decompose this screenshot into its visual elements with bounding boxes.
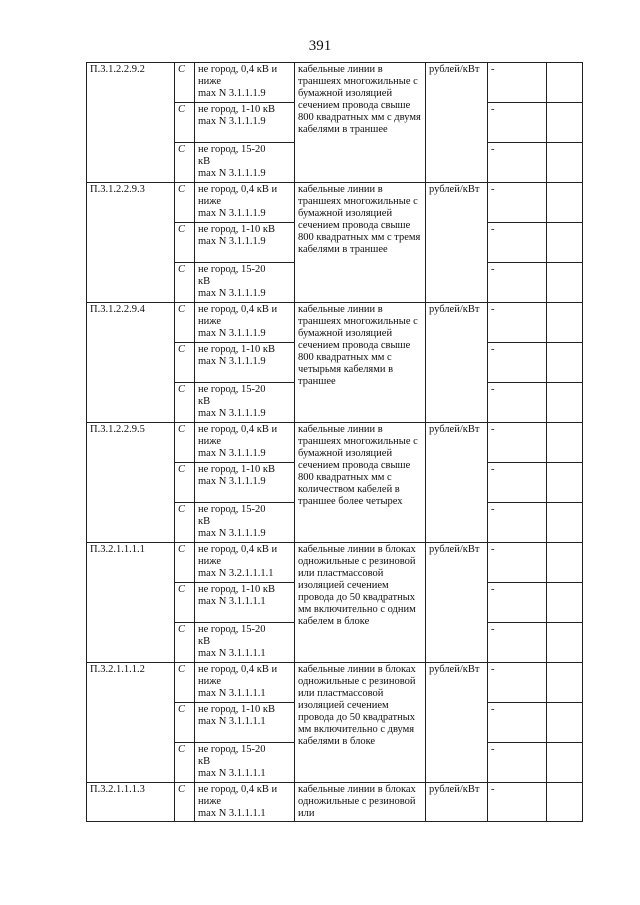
empty-cell — [547, 223, 583, 263]
condition-cell: не город, 15-20 кВ max N 3.1.1.1.9 — [195, 503, 295, 543]
condition-cell: не город, 15-20 кВ max N 3.1.1.1.1 — [195, 623, 295, 663]
tariff-table — [86, 62, 583, 822]
description-cell: кабельные линии в траншеях многожильные с бумажной изоляцией сечением провода свыше 800 квадратных мм с двумя кабелями в траншее — [295, 63, 426, 183]
unit-cell: рублей/кВт — [426, 423, 488, 543]
value-cell: - — [488, 383, 547, 423]
unit-cell: рублей/кВт — [426, 303, 488, 423]
empty-cell — [547, 183, 583, 223]
unit-cell: рублей/кВт — [426, 543, 488, 663]
unit-cell: рублей/кВт — [426, 663, 488, 783]
condition-cell: не город, 0,4 кВ и ниже max N 3.1.1.1.9 — [195, 63, 295, 103]
value-cell: - — [488, 223, 547, 263]
unit-cell: рублей/кВт — [426, 783, 488, 822]
condition-cell: не город, 0,4 кВ и ниже max N 3.1.1.1.1 — [195, 783, 295, 822]
empty-cell — [547, 343, 583, 383]
class-cell: С — [175, 703, 195, 743]
description-cell: кабельные линии в блоках одножильные с резиновой или пластмассовой изоляцией сечением провода до 50 квадратных мм включительно с двумя кабелями в блоке — [295, 663, 426, 783]
condition-cell: не город, 0,4 кВ и ниже max N 3.1.1.1.9 — [195, 303, 295, 343]
table-row — [87, 183, 583, 223]
condition-cell: не город, 1-10 кВ max N 3.1.1.1.1 — [195, 583, 295, 623]
empty-cell — [547, 143, 583, 183]
class-cell: С — [175, 223, 195, 263]
value-cell: - — [488, 303, 547, 343]
table-row — [87, 423, 583, 463]
item-code-cell: П.3.1.2.2.9.5 — [87, 423, 175, 543]
class-cell: С — [175, 783, 195, 822]
table-row — [87, 303, 583, 343]
item-code-cell: П.3.2.1.1.1.3 — [87, 783, 175, 822]
description-cell: кабельные линии в траншеях многожильные с бумажной изоляцией сечением провода свыше 800 квадратных мм с тремя кабелями в траншее — [295, 183, 426, 303]
condition-cell: не город, 15-20 кВ max N 3.1.1.1.9 — [195, 143, 295, 183]
condition-cell: не город, 1-10 кВ max N 3.1.1.1.1 — [195, 703, 295, 743]
description-cell: кабельные линии в блоках одножильные с резиновой или — [295, 783, 426, 822]
item-code-cell: П.3.1.2.2.9.2 — [87, 63, 175, 183]
condition-cell: не город, 15-20 кВ max N 3.1.1.1.9 — [195, 383, 295, 423]
value-cell: - — [488, 623, 547, 663]
empty-cell — [547, 663, 583, 703]
empty-cell — [547, 703, 583, 743]
value-cell: - — [488, 103, 547, 143]
class-cell: С — [175, 503, 195, 543]
value-cell: - — [488, 743, 547, 783]
unit-cell: рублей/кВт — [426, 63, 488, 183]
item-code-cell: П.3.2.1.1.1.1 — [87, 543, 175, 663]
value-cell: - — [488, 143, 547, 183]
class-cell: С — [175, 303, 195, 343]
class-cell: С — [175, 183, 195, 223]
value-cell: - — [488, 583, 547, 623]
empty-cell — [547, 463, 583, 503]
value-cell: - — [488, 63, 547, 103]
class-cell: С — [175, 663, 195, 703]
condition-cell: не город, 1-10 кВ max N 3.1.1.1.9 — [195, 103, 295, 143]
value-cell: - — [488, 343, 547, 383]
value-cell: - — [488, 263, 547, 303]
class-cell: С — [175, 423, 195, 463]
empty-cell — [547, 543, 583, 583]
value-cell: - — [488, 783, 547, 822]
description-cell: кабельные линии в траншеях многожильные с бумажной изоляцией сечением провода свыше 800 квадратных мм с количеством кабелей в траншее более четырех — [295, 423, 426, 543]
table-row — [87, 543, 583, 583]
empty-cell — [547, 503, 583, 543]
empty-cell — [547, 623, 583, 663]
class-cell: С — [175, 343, 195, 383]
value-cell: - — [488, 703, 547, 743]
condition-cell: не город, 1-10 кВ max N 3.1.1.1.9 — [195, 223, 295, 263]
page-number: 391 — [308, 38, 332, 54]
empty-cell — [547, 303, 583, 343]
item-code-cell: П.3.1.2.2.9.3 — [87, 183, 175, 303]
description-cell: кабельные линии в траншеях многожильные с бумажной изоляцией сечением провода свыше 800 квадратных мм с четырьмя кабелями в траншее — [295, 303, 426, 423]
empty-cell — [547, 743, 583, 783]
item-code-cell: П.3.2.1.1.1.2 — [87, 663, 175, 783]
value-cell: - — [488, 503, 547, 543]
value-cell: - — [488, 463, 547, 503]
value-cell: - — [488, 543, 547, 583]
value-cell: - — [488, 423, 547, 463]
class-cell: С — [175, 463, 195, 503]
empty-cell — [547, 103, 583, 143]
class-cell: С — [175, 143, 195, 183]
value-cell: - — [488, 663, 547, 703]
table-row — [87, 63, 583, 103]
empty-cell — [547, 423, 583, 463]
item-code-cell: П.3.1.2.2.9.4 — [87, 303, 175, 423]
class-cell: С — [175, 103, 195, 143]
condition-cell: не город, 1-10 кВ max N 3.1.1.1.9 — [195, 343, 295, 383]
table-row — [87, 663, 583, 703]
empty-cell — [547, 383, 583, 423]
tariff-table-body — [87, 63, 583, 822]
class-cell: С — [175, 263, 195, 303]
empty-cell — [547, 783, 583, 822]
condition-cell: не город, 1-10 кВ max N 3.1.1.1.9 — [195, 463, 295, 503]
condition-cell: не город, 0,4 кВ и ниже max N 3.1.1.1.1 — [195, 663, 295, 703]
empty-cell — [547, 63, 583, 103]
class-cell: С — [175, 63, 195, 103]
empty-cell — [547, 583, 583, 623]
class-cell: С — [175, 543, 195, 583]
condition-cell: не город, 15-20 кВ max N 3.1.1.1.1 — [195, 743, 295, 783]
condition-cell: не город, 0,4 кВ и ниже max N 3.1.1.1.9 — [195, 423, 295, 463]
empty-cell — [547, 263, 583, 303]
condition-cell: не город, 0,4 кВ и ниже max N 3.1.1.1.9 — [195, 183, 295, 223]
class-cell: С — [175, 623, 195, 663]
class-cell: С — [175, 383, 195, 423]
unit-cell: рублей/кВт — [426, 183, 488, 303]
value-cell: - — [488, 183, 547, 223]
condition-cell: не город, 0,4 кВ и ниже max N 3.2.1.1.1.1 — [195, 543, 295, 583]
condition-cell: не город, 15-20 кВ max N 3.1.1.1.9 — [195, 263, 295, 303]
class-cell: С — [175, 743, 195, 783]
class-cell: С — [175, 583, 195, 623]
table-row — [87, 783, 583, 822]
description-cell: кабельные линии в блоках одножильные с резиновой или пластмассовой изоляцией сечением провода до 50 квадратных мм включительно с одним кабелем в блоке — [295, 543, 426, 663]
